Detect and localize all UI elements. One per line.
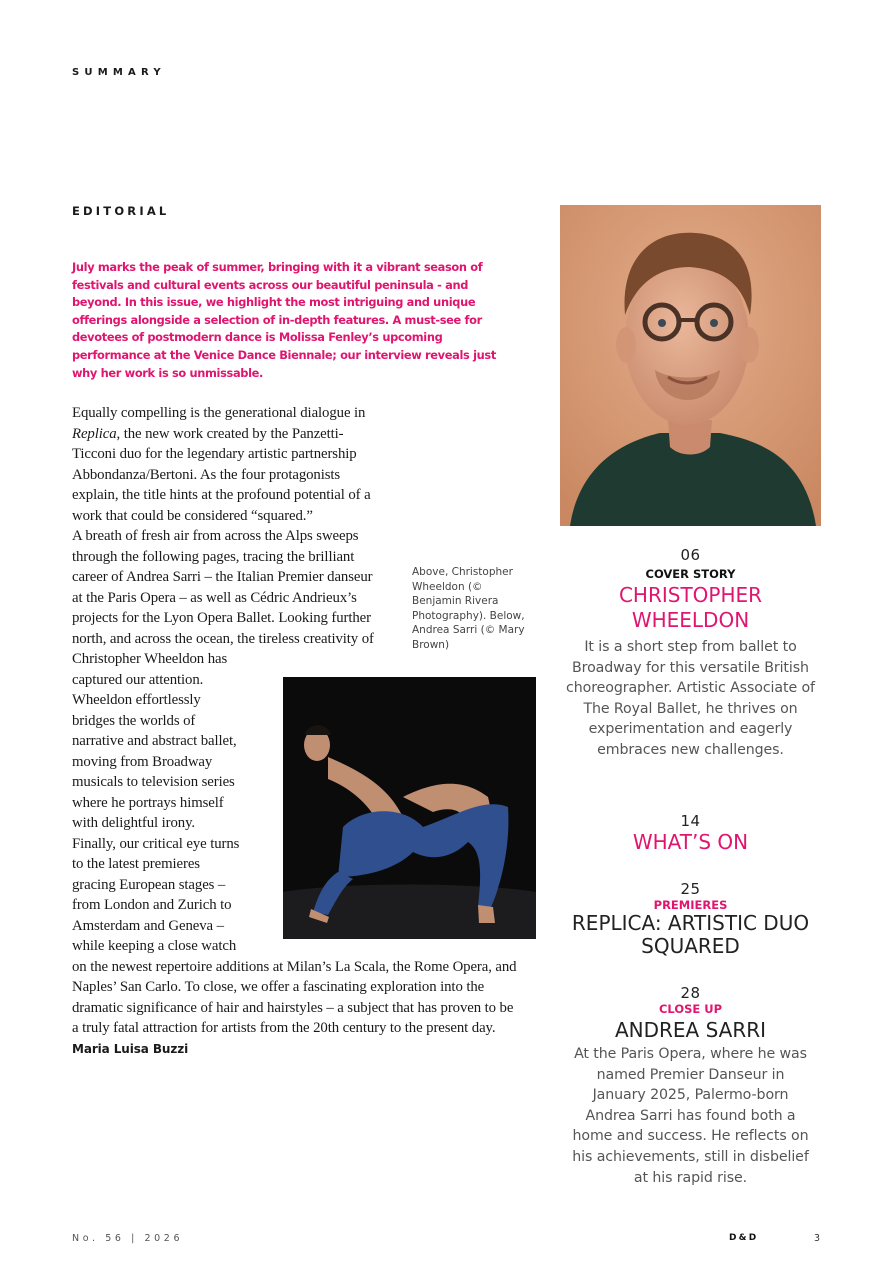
toc-item-premieres[interactable] <box>548 880 833 958</box>
toc-title: REPLICA: ARTISTIC DUO SQUARED <box>571 911 810 958</box>
section-heading-summary: SUMMARY <box>72 67 166 78</box>
editorial-paragraph-2: A breath of fresh air from across the Alps sweeps through the following pages, tracing the brilliant career of Andrea Sarri – the Italian Premier danseur at the Paris Opera – as well as Cédric Andrieux’s projects for the Lyon Opera Ballet. Looking further north, and across the ocean, the tireless creativity of Christopher Wheeldon has captured our attention. <box>72 528 374 688</box>
toc-page-number: 14 <box>680 812 701 830</box>
issue-info: No. 56 | 2026 <box>72 1233 184 1244</box>
toc-kicker: COVER STORY <box>645 567 736 581</box>
editorial-paragraph-3: Wheeldon effortlessly bridges the worlds of narrative and abstract ballet, moving from Broadway musicals to television series where he portrays himself with delightful irony. <box>72 692 237 831</box>
editorial-paragraph-1: Equally compelling is the generational dialogue in Replica, the new work created by the Panzetti-Ticconi duo for the legendary artistic partnership Abbondanza/Bertoni. As the four protagonists explain, the title hints at the profound potential of a work that could be considered “squared.” <box>72 405 371 524</box>
toc-item-whats-on[interactable] <box>548 812 833 855</box>
toc-description: At the Paris Opera, where he was named Premier Danseur in January 2025, Palermo-born Andrea Sarri has found both a home and success. He reflects on his achievements, still in disbelief at his rapid rise. <box>572 1046 809 1186</box>
toc-item-close-up[interactable] <box>548 984 833 1188</box>
photo-caption: Above, Christopher Wheeldon (© Benjamin Rivera Photography). Below, Andrea Sarri (© Mary Brown) <box>412 566 525 651</box>
toc-kicker: PREMIERES <box>653 898 728 912</box>
toc-page-number: 28 <box>680 984 701 1002</box>
wheeldon-portrait-photo <box>560 205 821 526</box>
author-signature: Maria Luisa Buzzi <box>72 1041 189 1056</box>
toc-title: WHAT’S ON <box>632 830 749 854</box>
sarri-dancer-photo <box>283 677 536 939</box>
toc-title: ANDREA SARRI <box>614 1018 767 1042</box>
editorial-lede: July marks the peak of summer, bringing with it a vibrant season of festivals and cultural events across our beautiful peninsula - and beyond. In this issue, we highlight the most intriguing and unique offerings alongside a selection of in-depth features. A must-see for devotees of postmodern dance is Molissa Fenley’s upcoming performance at the Venice Dance Biennale; our interview reveals just why her work is so unmissable. <box>72 260 496 380</box>
toc-title: CHRISTOPHER WHEELDON <box>618 583 763 632</box>
toc-page-number: 25 <box>680 880 701 898</box>
page-number: 3 <box>814 1233 821 1244</box>
toc-page-number: 06 <box>680 546 701 564</box>
magazine-brand: D&D <box>729 1233 759 1243</box>
editorial-paragraph-4: Finally, our critical eye turns to the latest premieres gracing European stages – from London and Zurich to Amsterdam and Geneva – while keeping a close watch on the newest repertoire additions at Milan’s La Scala, the Rome Opera, and Naples’ San Carlo. To close, we offer a fascinating exploration into the dramatic significance of hair and hairstyles – a subject that has proven to be a truly fatal attraction for artists from the 20th century to the present day. Maria Luisa Buzzi <box>72 835 517 1056</box>
toc-kicker: CLOSE UP <box>658 1002 723 1016</box>
editorial-heading: EDITORIAL <box>72 204 170 218</box>
toc-description: It is a short step from ballet to Broadway for this versatile British choreographer. Artistic Associate of The Royal Ballet, he thrives on experimentation and eagerly embraces new challenges. <box>566 639 815 758</box>
toc-item-cover-story[interactable] <box>548 546 833 761</box>
